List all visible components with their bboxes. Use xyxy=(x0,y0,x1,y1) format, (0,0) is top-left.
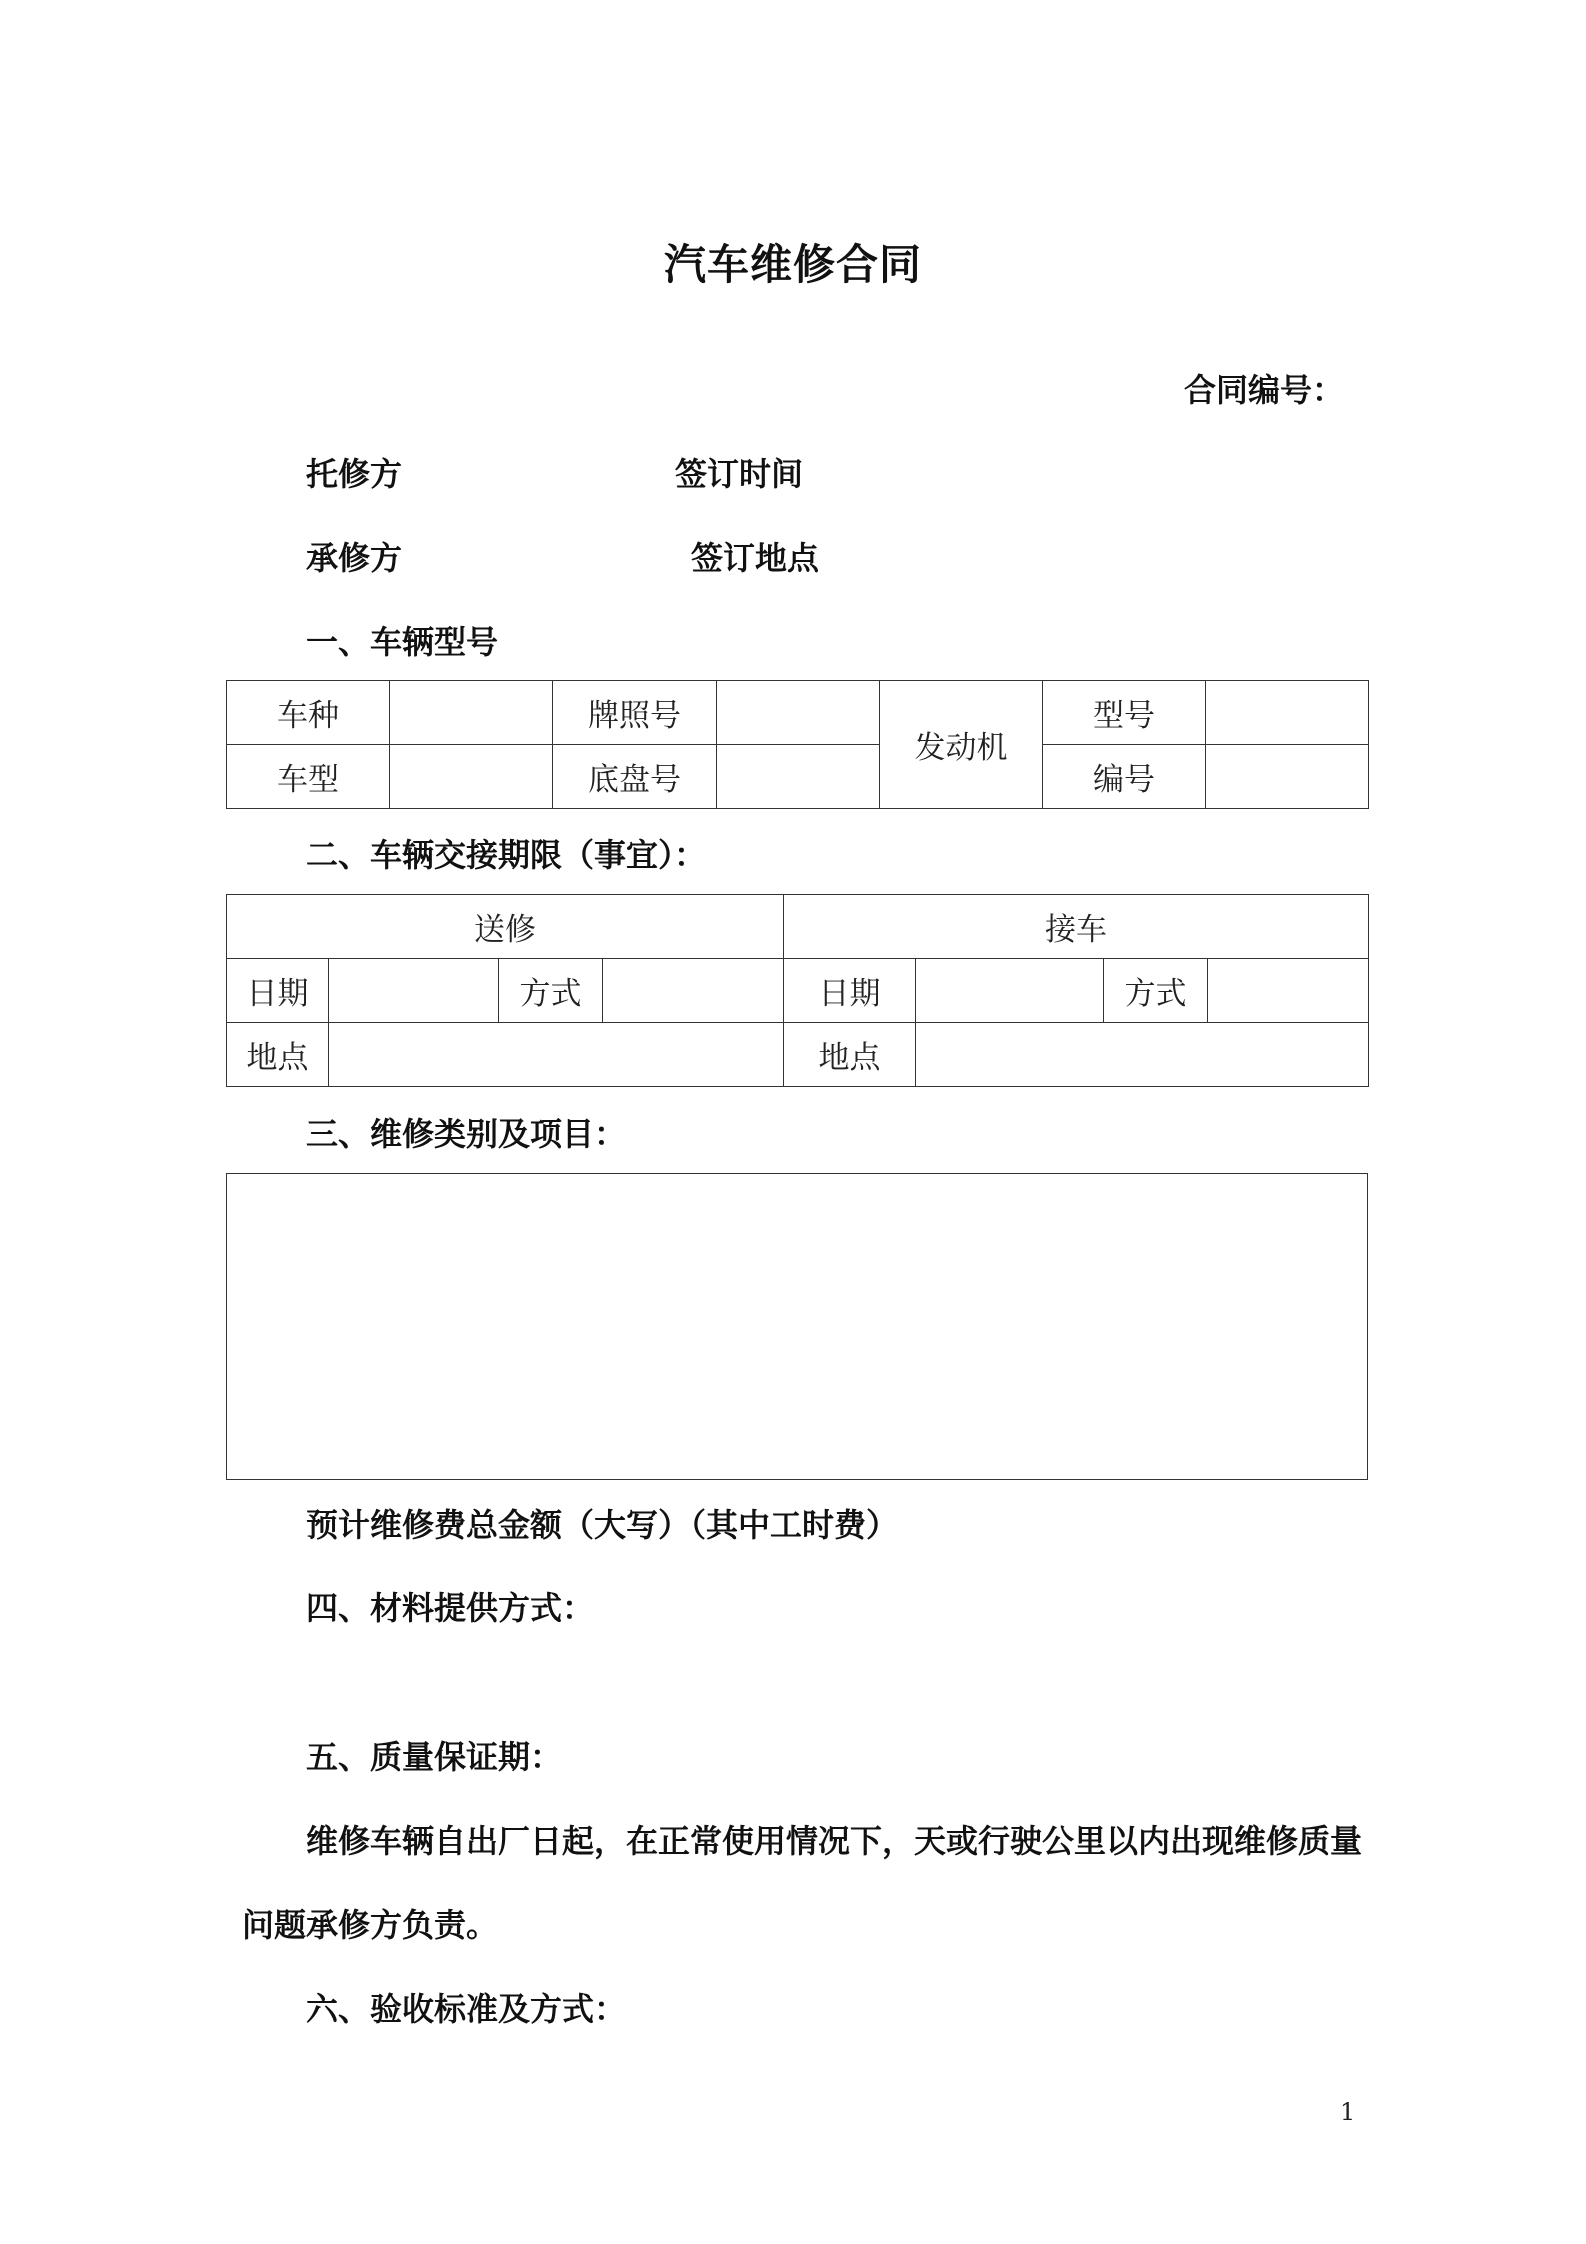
section-5-heading: 五、质量保证期： xyxy=(306,1738,563,1776)
contract-number-label: 合同编号： xyxy=(1184,371,1345,409)
document-title: 汽车维修合同 xyxy=(663,240,922,289)
vehicle-type-value xyxy=(390,681,553,745)
pickup-method-label: 方式 xyxy=(1104,959,1208,1023)
section-6-heading: 六、验收标准及方式： xyxy=(306,1990,627,2028)
section-1-heading: 一、车辆型号 xyxy=(306,623,499,661)
pickup-place-value xyxy=(916,1023,1369,1087)
section-2-heading: 二、车辆交接期限（事宜）： xyxy=(306,836,707,874)
vehicle-type-label: 车种 xyxy=(227,681,390,745)
engine-model-label: 型号 xyxy=(1043,681,1206,745)
car-model-label: 车型 xyxy=(227,745,390,809)
chassis-number-value xyxy=(717,745,880,809)
send-date-label: 日期 xyxy=(227,959,329,1023)
sign-time-label: 签订时间 xyxy=(675,455,804,493)
handover-table xyxy=(226,894,1369,1087)
send-place-value xyxy=(329,1023,784,1087)
section-4-heading: 四、材料提供方式： xyxy=(306,1589,595,1627)
engine-model-value xyxy=(1206,681,1369,745)
plate-number-label: 牌照号 xyxy=(553,681,717,745)
vehicle-model-table xyxy=(226,680,1369,809)
sign-place-label: 签订地点 xyxy=(691,539,820,577)
send-place-label: 地点 xyxy=(227,1023,329,1087)
client-label: 托修方 xyxy=(306,455,403,493)
estimated-cost-line: 预计维修费总金额（大写）（其中工时费） xyxy=(306,1506,899,1544)
section-3-heading: 三、维修类别及项目： xyxy=(306,1115,627,1153)
engine-number-label: 编号 xyxy=(1043,745,1206,809)
warranty-paragraph-line-1: 维修车辆自出厂日起，在正常使用情况下，天或行驶公里以内出现维修质量 xyxy=(306,1822,1363,1860)
repair-items-box xyxy=(226,1173,1368,1480)
pickup-place-label: 地点 xyxy=(784,1023,916,1087)
send-method-value xyxy=(603,959,784,1023)
pickup-header: 接车 xyxy=(784,895,1369,959)
engine-number-value xyxy=(1206,745,1369,809)
send-for-repair-header: 送修 xyxy=(227,895,784,959)
pickup-date-value xyxy=(916,959,1104,1023)
send-method-label: 方式 xyxy=(499,959,603,1023)
plate-number-value xyxy=(717,681,880,745)
page-number: 1 xyxy=(1340,2098,1356,2126)
car-model-value xyxy=(390,745,553,809)
pickup-date-label: 日期 xyxy=(784,959,916,1023)
pickup-method-value xyxy=(1208,959,1369,1023)
engine-label: 发动机 xyxy=(880,681,1043,809)
send-date-value xyxy=(329,959,499,1023)
warranty-paragraph-line-2: 问题承修方负责。 xyxy=(242,1906,499,1944)
chassis-number-label: 底盘号 xyxy=(553,745,717,809)
contractor-label: 承修方 xyxy=(306,539,403,577)
